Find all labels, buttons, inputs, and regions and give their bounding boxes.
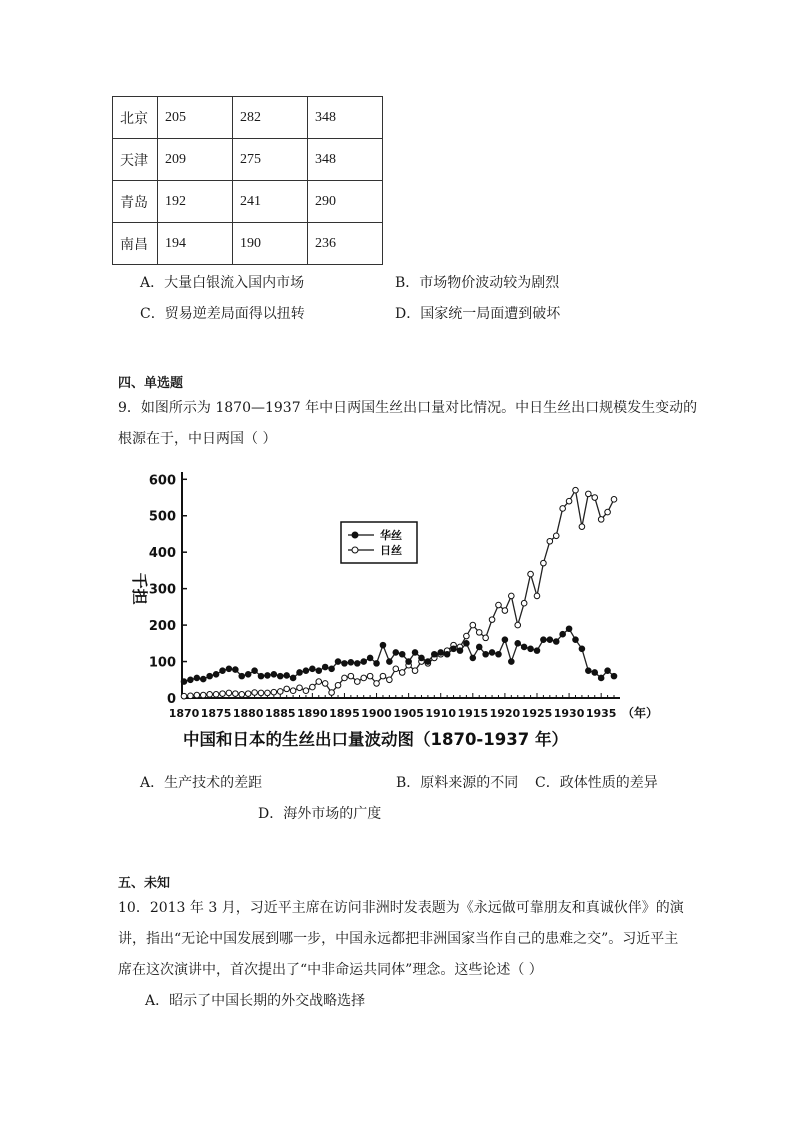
legend-label: 日丝 <box>380 544 402 557</box>
x-tick-label: 1920 <box>489 707 521 720</box>
china-point <box>200 676 206 682</box>
japan-point <box>502 608 508 614</box>
china-point <box>207 673 213 679</box>
japan-point <box>489 617 495 623</box>
x-tick-label: 1905 <box>393 707 424 720</box>
y-tick-label: 600 <box>148 473 176 489</box>
y-tick-label: 200 <box>148 619 176 635</box>
china-point <box>213 672 219 678</box>
japan-point <box>316 679 322 685</box>
china-point <box>419 655 425 661</box>
x-tick-label: 1910 <box>425 707 457 720</box>
table-row <box>113 181 383 223</box>
china-point <box>367 655 373 661</box>
table-cell-value: 192 <box>158 181 233 223</box>
japan-point <box>271 689 277 695</box>
table-cell-value: 209 <box>158 139 233 181</box>
china-point <box>560 631 566 637</box>
china-point <box>245 672 251 678</box>
chart-ticks <box>149 473 617 720</box>
japan-point <box>342 675 348 681</box>
japan-point <box>541 560 547 566</box>
japan-point <box>496 602 502 608</box>
japan-point <box>464 633 470 639</box>
china-point <box>322 664 328 670</box>
china-point <box>393 650 399 656</box>
x-tick-label: 1890 <box>297 707 328 720</box>
x-tick-label: 1870 <box>168 707 200 720</box>
series-china <box>181 626 617 684</box>
japan-point <box>598 517 604 523</box>
x-tick-label: 1895 <box>329 707 360 720</box>
china-point <box>431 651 437 657</box>
japan-point <box>239 692 245 698</box>
table-row <box>113 223 383 265</box>
table-cell-city: 天津 <box>113 139 158 181</box>
japan-point <box>579 524 585 530</box>
china-point <box>316 668 322 674</box>
japan-point <box>412 668 418 674</box>
y-tick-label: 0 <box>166 692 176 707</box>
china-point <box>335 659 341 665</box>
japan-point <box>515 622 521 628</box>
x-tick-label: 1880 <box>232 707 264 720</box>
japan-point <box>367 673 373 679</box>
q9-option-c[interactable]: C．政体性质的差异 <box>535 775 658 791</box>
legend-box <box>341 522 417 563</box>
table-cell-city: 青岛 <box>113 181 158 223</box>
japan-point <box>181 693 187 699</box>
japan-point <box>393 666 399 672</box>
china-point <box>265 673 271 679</box>
china-point <box>412 650 418 656</box>
china-point <box>509 659 515 665</box>
table-row <box>113 139 383 181</box>
japan-point <box>354 679 360 685</box>
china-point <box>271 672 277 678</box>
table-cell-value: 290 <box>308 181 383 223</box>
chart-title: 中国和日本的生丝出口量波动图（1870-1937 年） <box>183 730 568 749</box>
legend-marker <box>352 547 358 553</box>
table-cell-value: 348 <box>308 139 383 181</box>
china-point <box>438 650 444 656</box>
y-axis-label: 千担 <box>130 572 149 605</box>
japan-point <box>252 690 258 696</box>
price-table <box>112 96 383 265</box>
china-point <box>290 675 296 681</box>
china-point <box>605 668 611 674</box>
y-tick-label: 400 <box>148 546 176 562</box>
china-point <box>451 646 457 652</box>
japan-point <box>220 691 226 697</box>
table-cell-value: 190 <box>233 223 308 265</box>
chart-axes <box>182 472 620 698</box>
china-point <box>348 659 354 665</box>
japan-point <box>290 688 296 694</box>
china-point <box>502 637 508 643</box>
china-point <box>399 651 405 657</box>
q10-stem-line2: 讲，指出“无论中国发展到哪一步，中国永远都把非洲国家当作自己的患难之交”。习近平主 <box>118 931 679 947</box>
legend-label: 华丝 <box>380 529 402 542</box>
china-point <box>592 670 598 676</box>
table-cell-city: 南昌 <box>113 223 158 265</box>
japan-point <box>560 506 566 512</box>
table-cell-value: 275 <box>233 139 308 181</box>
section-title-unknown: 五、未知 <box>118 876 171 891</box>
china-point <box>380 642 386 648</box>
china-point <box>573 637 579 643</box>
china-point <box>483 651 489 657</box>
japan-point <box>553 533 559 539</box>
japan-point <box>329 690 335 696</box>
japan-point <box>528 571 534 577</box>
series-japan <box>181 487 617 699</box>
table-cell-value: 348 <box>308 97 383 139</box>
q10-stem-line3: 席在这次演讲中，首次提出了“中非命运共同体”理念。这些论述（ ） <box>118 962 543 978</box>
table-cell-value: 282 <box>233 97 308 139</box>
japan-point <box>547 538 553 544</box>
japan-point <box>592 495 598 501</box>
japan-point <box>213 692 219 698</box>
japan-point <box>586 491 592 497</box>
x-axis-label: （年） <box>622 706 659 720</box>
china-point <box>258 673 264 679</box>
china-point <box>226 666 232 672</box>
china-point <box>541 637 547 643</box>
x-tick-label: 1875 <box>200 707 232 720</box>
china-point <box>233 667 239 673</box>
japan-point <box>265 690 271 696</box>
q9-option-d[interactable]: D．海外市场的广度 <box>258 806 382 822</box>
japan-point <box>277 689 283 695</box>
japan-point <box>335 682 341 688</box>
china-point <box>598 675 604 681</box>
q9-stem-line1: 9．如图所示为 1870—1937 年中日两国生丝出口量对比情况。中日生丝出口规模发生变动的 <box>118 400 698 416</box>
japan-point <box>521 600 527 606</box>
table-cell-value: 194 <box>158 223 233 265</box>
china-point <box>528 646 534 652</box>
china-point <box>464 641 470 647</box>
japan-point <box>194 692 200 698</box>
japan-point <box>245 691 251 697</box>
silk-export-chart <box>130 462 670 762</box>
q8-option-a[interactable]: A．大量白银流入国内市场 <box>140 275 305 291</box>
legend-marker <box>352 532 358 538</box>
q10-stem-line1: 10．2013 年 3 月，习近平主席在访问非洲时发表题为《永远做可靠朋友和真诚伙伴》的演 <box>118 900 684 916</box>
china-point <box>515 641 521 647</box>
china-point <box>220 668 226 674</box>
china-point <box>425 659 431 665</box>
q8-option-c[interactable]: C．贸易逆差局面得以扭转 <box>140 306 305 322</box>
china-point <box>310 666 316 672</box>
china-point <box>284 673 290 679</box>
japan-point <box>611 497 617 503</box>
china-point <box>354 661 360 667</box>
japan-point <box>566 498 572 504</box>
china-point <box>277 673 283 679</box>
q8-option-b[interactable]: B．市场物价波动较为剧烈 <box>395 275 560 291</box>
china-point <box>239 673 245 679</box>
china-point <box>470 655 476 661</box>
japan-point <box>200 692 206 698</box>
japan-point <box>310 684 316 690</box>
japan-point <box>361 675 367 681</box>
japan-point <box>348 673 354 679</box>
china-point <box>457 648 463 654</box>
japan-point <box>483 635 489 641</box>
japan-point <box>284 686 290 692</box>
china-point <box>194 675 200 681</box>
china-point <box>476 644 482 650</box>
japan-point <box>188 693 194 699</box>
q9-option-a[interactable]: A．生产技术的差距 <box>140 775 263 791</box>
japan-point <box>303 688 309 694</box>
q10-option-a[interactable]: A．昭示了中国长期的外交战略选择 <box>145 993 366 1009</box>
japan-point <box>207 692 213 698</box>
japan-point <box>605 509 611 515</box>
japan-point <box>322 681 328 687</box>
x-tick-label: 1935 <box>585 707 617 720</box>
table-cell-value: 241 <box>233 181 308 223</box>
x-tick-label: 1900 <box>361 707 392 720</box>
china-point <box>547 637 553 643</box>
china-point <box>329 666 335 672</box>
x-tick-label: 1925 <box>521 707 553 720</box>
table-row <box>113 97 383 139</box>
japan-line <box>184 490 614 696</box>
china-point <box>586 668 592 674</box>
table-cell-city: 北京 <box>113 97 158 139</box>
japan-point <box>374 681 380 687</box>
china-point <box>579 646 585 652</box>
china-point <box>303 668 309 674</box>
china-point <box>297 670 303 676</box>
japan-point <box>233 691 239 697</box>
china-point <box>489 650 495 656</box>
china-point <box>496 651 502 657</box>
x-tick-label: 1930 <box>553 707 585 720</box>
china-point <box>181 679 187 685</box>
china-point <box>342 661 348 667</box>
japan-point <box>573 487 579 493</box>
china-point <box>553 639 559 645</box>
japan-point <box>380 673 386 679</box>
japan-point <box>258 690 264 696</box>
china-point <box>387 659 393 665</box>
japan-point <box>509 593 515 599</box>
japan-point <box>226 690 232 696</box>
y-tick-label: 500 <box>148 509 176 525</box>
japan-point <box>476 630 482 636</box>
x-tick-label: 1885 <box>264 707 296 720</box>
table-cell-value: 236 <box>308 223 383 265</box>
q8-option-d[interactable]: D．国家统一局面遭到破坏 <box>395 306 561 322</box>
china-point <box>534 648 540 654</box>
china-point <box>611 673 617 679</box>
japan-point <box>534 593 540 599</box>
chart-legend <box>341 522 417 563</box>
china-point <box>361 659 367 665</box>
china-point <box>374 661 380 667</box>
x-tick-label: 1915 <box>457 707 489 720</box>
china-point <box>188 677 194 683</box>
japan-point <box>297 685 303 691</box>
china-point <box>406 659 412 665</box>
q9-stem-line2: 根源在于，中日两国（ ） <box>118 431 277 447</box>
table-cell-value: 205 <box>158 97 233 139</box>
china-point <box>521 644 527 650</box>
section-title-single-choice: 四、单选题 <box>118 376 184 391</box>
y-tick-label: 100 <box>148 655 176 671</box>
japan-point <box>387 677 393 683</box>
china-point <box>252 668 258 674</box>
japan-point <box>399 670 405 676</box>
china-point <box>566 626 572 632</box>
y-tick-label: 300 <box>148 582 176 598</box>
china-point <box>444 651 450 657</box>
q9-option-b[interactable]: B．原料来源的不同 <box>396 775 519 791</box>
japan-point <box>470 622 476 628</box>
